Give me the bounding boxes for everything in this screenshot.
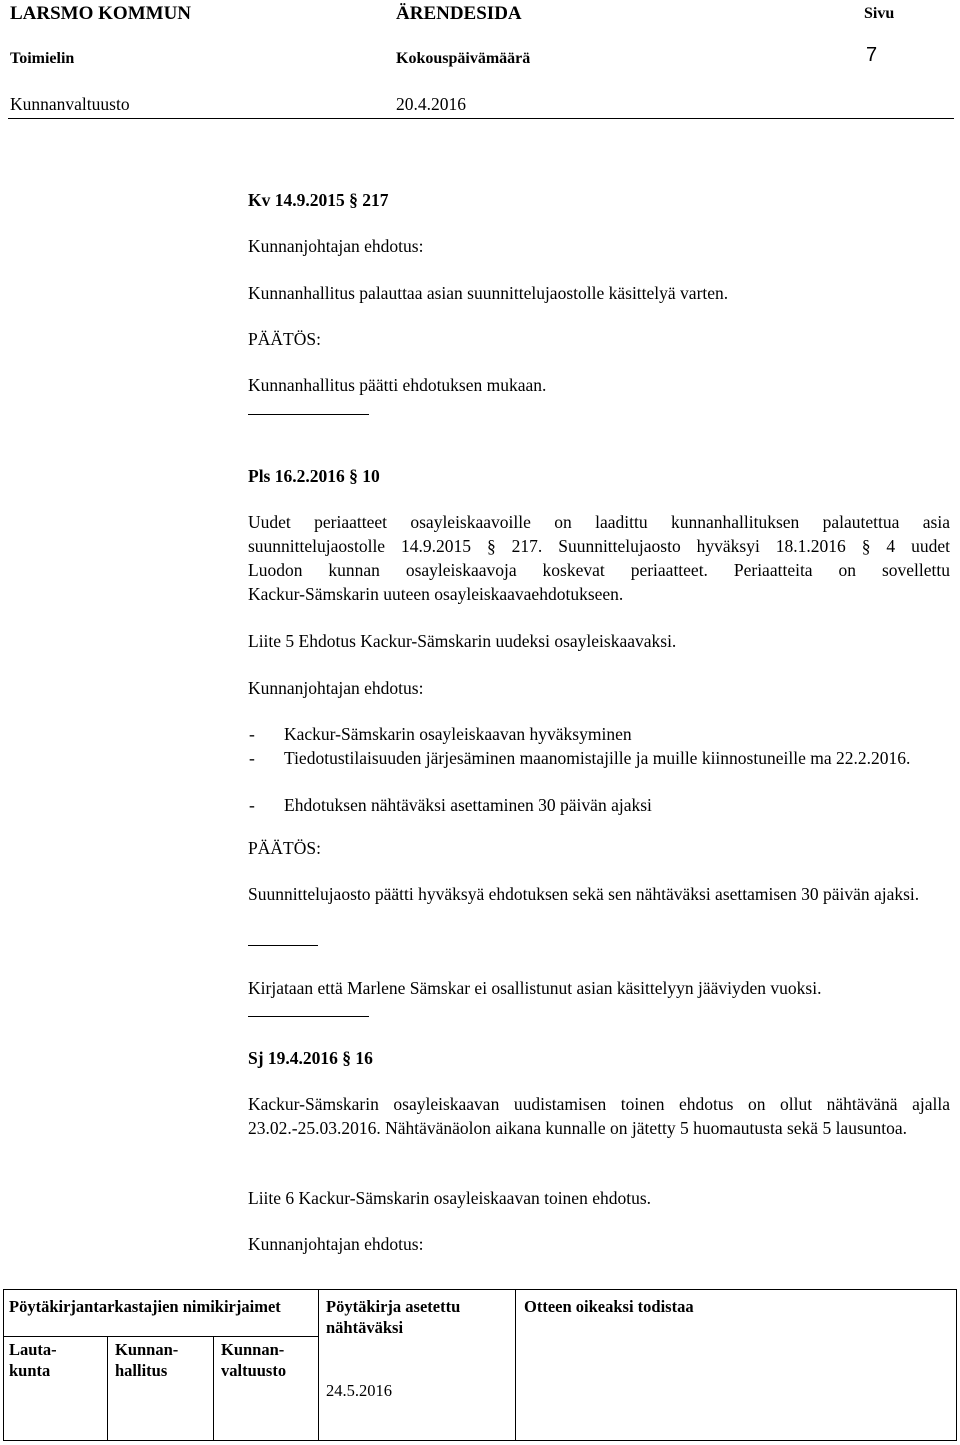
footer-inner-rule: [3, 1336, 318, 1337]
pls-decision-label: PÄÄTÖS:: [248, 838, 321, 858]
footer-checkers-label: Pöytäkirjantarkastajien nimikirjaimet: [9, 1297, 281, 1316]
sj-paragraph: Kackur-Sämskarin osayleiskaavan uudistamisen toinen ehdotus on ollut nähtävänä ajalla 23.02.-25.03.2016. Nähtävänäolon aikana kunnalle on jätetty 5 huomautusta sekä 5 lausuntoa.: [248, 1094, 950, 1138]
header-page-number: 7: [866, 44, 878, 66]
kv-proposal-label: Kunnanjohtajan ehdotus:: [248, 236, 424, 256]
header-org: LARSMO KOMMUN: [10, 3, 192, 24]
footer-col-lautakunta-2: kunta: [9, 1361, 51, 1380]
sj-proposal-label: Kunnanjohtajan ehdotus:: [248, 1234, 424, 1254]
pls-paragraph-line-4: Kackur-Sämskarin uuteen osayleiskaavaehdotukseen.: [248, 584, 624, 604]
footer-posted-label-1: Pöytäkirja asetettu: [326, 1297, 461, 1316]
bullet-item: Ehdotuksen nähtäväksi asettaminen 30 päivän ajaksi: [284, 795, 652, 815]
separator-line: [248, 1016, 369, 1017]
separator-line: [248, 414, 369, 415]
pls-decision-text: Suunnittelujaosto päätti hyväksyä ehdotuksen sekä sen nähtäväksi asettamisen 30 päivän ajaksi.: [248, 884, 920, 904]
pls-attachment: Liite 5 Ehdotus Kackur-Sämskarin uudeksi osayleiskaavaksi.: [248, 631, 677, 651]
kv-heading: Kv 14.9.2015 § 217: [248, 190, 389, 210]
pls-paragraph-line-2: suunnittelujaostolle 14.9.2015 § 217. Suunnittelujaosto hyväksyi 18.1.2016 § 4 uudet: [248, 536, 950, 556]
header-page-label: Sivu: [864, 5, 895, 22]
footer-col-kunnanhallitus-2: hallitus: [115, 1361, 168, 1380]
footer-divider: [515, 1289, 516, 1440]
header-doc-type: ÄRENDESIDA: [396, 3, 522, 24]
footer-border: [956, 1289, 957, 1440]
header-body: Kunnanvaltuusto: [10, 94, 130, 114]
kv-decision-label: PÄÄTÖS:: [248, 329, 321, 349]
pls-paragraph-line-3: Luodon kunnan osayleiskaavoja koskevat periaatteet. Periaatteita on sovellettu: [248, 560, 950, 580]
bullet-dash: -: [249, 724, 255, 744]
sj-attachment: Liite 6 Kackur-Sämskarin osayleiskaavan toinen ehdotus.: [248, 1188, 652, 1208]
pls-paragraph-line-1: Uudet periaatteet osayleiskaavoille on laadittu kunnanhallituksen palautettua asia: [248, 512, 950, 532]
sj-heading: Sj 19.4.2016 § 16: [248, 1048, 373, 1068]
bullet-item: Kackur-Sämskarin osayleiskaavan hyväksyminen: [284, 724, 632, 744]
kv-decision-text: Kunnanhallitus päätti ehdotuksen mukaan.: [248, 375, 547, 395]
header-date: 20.4.2016: [396, 94, 466, 114]
kv-proposal-text: Kunnanhallitus palauttaa asian suunnittelujaostolle käsittelyä varten.: [248, 283, 729, 303]
footer-border: [3, 1289, 4, 1440]
footer-divider: [107, 1336, 108, 1440]
footer-col-kunnanvaltuusto-1: Kunnan-: [221, 1340, 285, 1359]
footer-posted-label-2: nähtäväksi: [326, 1318, 404, 1337]
footer-certified-label: Otteen oikeaksi todistaa: [524, 1297, 694, 1316]
pls-proposal-label: Kunnanjohtajan ehdotus:: [248, 678, 424, 698]
header-rule: [8, 118, 954, 119]
footer-col-lautakunta-1: Lauta-: [9, 1340, 57, 1359]
footer-posted-date: 24.5.2016: [326, 1381, 392, 1400]
footer-divider: [318, 1289, 319, 1440]
bullet-item: Tiedotustilaisuuden järjesäminen maanomistajille ja muille kiinnostuneille ma 22.2.2016.: [284, 748, 911, 768]
footer-col-kunnanvaltuusto-2: valtuusto: [221, 1361, 287, 1380]
separator-line: [248, 945, 318, 946]
footer-bottom-rule: [3, 1440, 957, 1441]
pls-heading: Pls 16.2.2016 § 10: [248, 466, 380, 486]
header-date-label: Kokouspäivämäärä: [396, 50, 531, 67]
header-body-label: Toimielin: [10, 50, 75, 67]
footer-top-rule: [3, 1289, 957, 1290]
footer-divider: [213, 1336, 214, 1440]
pls-note: Kirjataan että Marlene Sämskar ei osallistunut asian käsittelyyn jääviyden vuoksi.: [248, 978, 822, 998]
footer-col-kunnanhallitus-1: Kunnan-: [115, 1340, 179, 1359]
bullet-dash: -: [249, 795, 255, 815]
bullet-dash: -: [249, 748, 255, 768]
